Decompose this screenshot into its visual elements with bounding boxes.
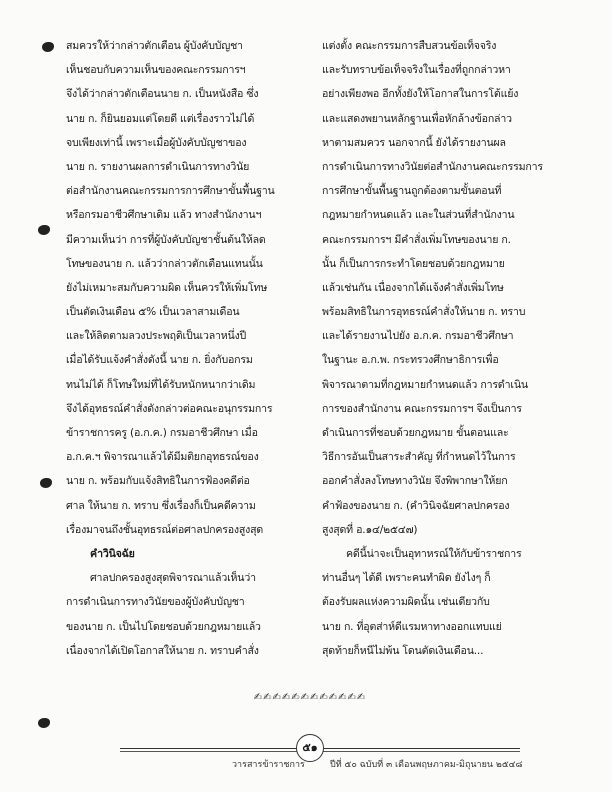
text-line: คดีนี้น่าจะเป็นอุทาหรณ์ให้กับข้าราชการ [346,547,522,560]
text-line: และให้ลิดตามลวงประพฤติเป็นเวลาหนึ่งปี [66,330,247,343]
text-line: แต่งตั้ง คณะกรรมการสืบสวนข้อเท็จจริง [322,40,497,52]
text-line: การของสำนักงาน คณะกรรมการฯ จึงเป็นการ [322,402,522,415]
ink-bullet-mark [40,478,52,488]
page-number: ๕๑ [296,734,324,762]
journal-name: วารสารข้าราชการ [232,760,305,770]
text-line: ของนาย ก. เป็นไปโดยชอบด้วยกฎหมายแล้ว [66,620,261,633]
section-heading: คำวินิจฉัย [90,547,135,560]
text-line: จึงได้อุทธรณ์คำสั่งดังกล่าวต่อคณะอนุกรรมการ [66,402,273,415]
text-line: อย่างเพียงพอ อีกทั้งยังให้โอกาสในการโต้แย้ง [322,88,519,101]
ink-bullet-mark [42,42,54,52]
text-line: ยังไม่เหมาะสมกับความผิด เห็นควรให้เพิ่มโทษ [66,281,268,294]
text-line: พิจารณาตามที่กฎหมายกำหนดแล้ว การดำเนิน [322,378,528,391]
text-line: พร้อมสิทธิในการอุทธรณ์คำสั่งให้นาย ก. ทราบ [322,306,526,319]
text-line: นั้น ก็เป็นการกระทำโดยชอบด้วยกฎหมาย [322,257,505,270]
issue-info: ปีที่ ๕๐ ฉบับที่ ๓ เดือนพฤษภาคม-มิถุนายน ๒๕๔๘ [330,760,523,770]
text-line: การศึกษาขั้นพื้นฐานถูกต้องตามขั้นตอนที่ [322,185,502,198]
text-line: หรือกรมอาชีวศึกษาเดิม แล้ว ทางสำนักงานฯ [66,209,262,222]
text-line: ศาลปกครองสูงสุดพิจารณาแล้วเห็นว่า [90,572,256,585]
text-line: จบเพียงเท่านี้ เพราะเมื่อผู้บังคับบัญชาของ [66,136,247,149]
text-line: คณะกรรมการฯ มีคำสั่งเพิ่มโทษของนาย ก. [322,233,511,246]
text-line: คำฟ้องของนาย ก. (คำวินิจฉัยศาลปกครอง [322,499,510,512]
text-line: เรื่องมาจนถึงชั้นอุทธรณ์ต่อศาลปกครองสูงสุด [66,523,264,536]
text-line: ข้าราชการครู (อ.ก.ค.) กรมอาชีวศึกษา เมื่อ [66,427,258,439]
text-line: มีความเห็นว่า การที่ผู้บังคับบัญชาชั้นต้นให้ลด [66,233,266,246]
text-line: ต่อสำนักงานคณะกรรมการการศึกษาขั้นพื้นฐาน [66,185,275,198]
text-line: ในฐานะ อ.ก.พ. กระทรวงศึกษาธิการเพื่อ [322,354,499,367]
text-line: เมื่อได้รับแจ้งคำสั่งดังนี้ นาย ก. ยิ่งกับอกรม [66,354,253,367]
text-line: นาย ก. ที่อุตส่าห์ดีแรมหาทางออกแทบแย่ [322,620,502,633]
text-line: การดำเนินการทางวินัยต่อสำนักงานคณะกรรมการ [322,160,543,173]
text-line: สุดท้ายก็หนีไม่พ้น โดนตัดเงินเดือน... [322,644,484,657]
ornament-divider: ✍✍✍✍✍✍✍✍✍✍✍✍ [253,692,367,703]
text-line: นาย ก. รายงานผลการดำเนินการทางวินัย [66,160,250,173]
text-line: ออกคำสั่งลงโทษทางวินัย จึงพิพากษาให้ยก [322,475,508,488]
text-line: แล้วเช่นกัน เนื่องจากได้แจ้งคำสั่งเพิ่มโทษ [322,281,504,294]
text-line: การดำเนินการทางวินัยของผู้บังคับบัญชา [66,596,245,609]
text-line: ทนไม่ได้ ก็โทษใหม่ที่ได้รับหนักหนากว่าเดิม [66,378,256,391]
text-line: หาตามสมควร นอกจากนี้ ยังได้รายงานผล [322,136,506,149]
text-line: โทษของนาย ก. แล้วว่ากล่าวตักเตือนแทนนั้น [66,257,263,270]
text-line: นาย ก. พร้อมกับแจ้งสิทธิในการฟ้องคดีต่อ [66,475,250,488]
ink-bullet-mark [38,718,50,728]
text-line: ดำเนินการที่ชอบด้วยกฎหมาย ขั้นตอนและ [322,427,509,439]
text-line: สูงสุดที่ อ.๑๔/๒๕๔๗) [322,523,418,536]
text-line: เห็นชอบกับความเห็นของคณะกรรมการฯ [66,64,246,77]
text-line: เป็นตัดเงินเดือน ๕% เป็นเวลาสามเดือน [66,306,240,319]
text-line: นาย ก. ก็ยินยอมแต่โดยดี แต่เรื่องราวไม่ได้ [66,112,255,125]
left-text-column [66,34,306,663]
right-text-column [322,34,568,663]
text-line: และแสดงพยานหลักฐานเพื่อหักล้างข้อกล่าว [322,112,512,125]
text-line: จึงได้ว่ากล่าวตักเตือนนาย ก. เป็นหนังสือ ซึ่ง [66,88,259,101]
text-line: เนื่องจากได้เปิดโอกาสให้นาย ก. ทราบคำสั่ง [66,644,259,657]
text-line: ศาล ให้นาย ก. ทราบ ซึ่งเรื่องก็เป็นคดีความ [66,499,256,512]
text-line: ต้องรับผลแห่งความผิดนั้น เช่นเดียวกับ [322,596,490,609]
text-line: และได้รายงานไปยัง อ.ก.ค. กรมอาชีวศึกษา [322,330,514,343]
text-line: ท่านอื่นๆ ได้ดี เพราะคนทำผิด ยังไงๆ ก็ [322,572,491,585]
text-line: วิธีการอันเป็นสาระสำคัญ ที่กำหนดไว้ในการ [322,451,516,464]
text-line: กฎหมายกำหนดแล้ว และในส่วนที่สำนักงาน [322,209,515,222]
ink-bullet-mark [38,225,50,235]
text-line: และรับทราบข้อเท็จจริงในเรื่องที่ถูกกล่าวหา [322,64,511,77]
text-line: อ.ก.ค.ฯ พิจารณาแล้วได้มีมติยกอุทธรณ์ของ [66,451,259,464]
text-line: สมควรให้ว่ากล่าวตักเตือน ผู้บังคับบัญชา [66,40,243,52]
